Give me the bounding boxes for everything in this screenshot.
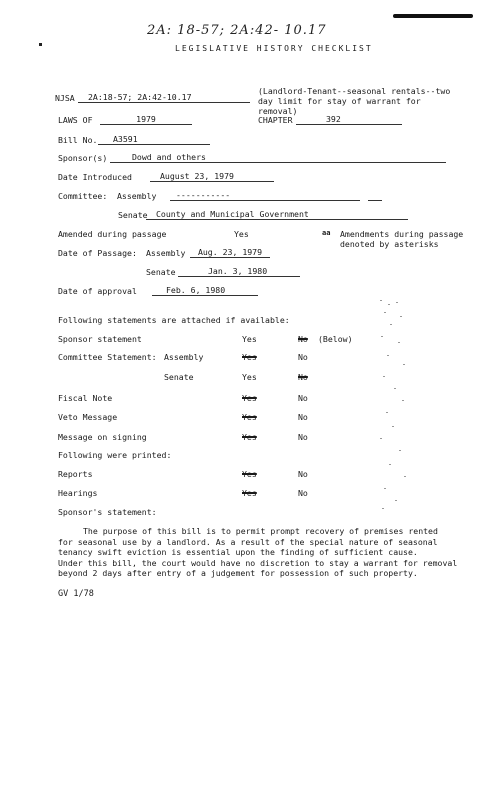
laws-of-value: 1979 — [100, 115, 192, 125]
statement-yes: Yes — [242, 432, 257, 442]
committee-assembly-label: Assembly — [117, 191, 157, 201]
chapter-value: 392 — [296, 115, 402, 125]
page-title: LEGISLATIVE HISTORY CHECKLIST — [175, 44, 373, 53]
statement-label: Committee Statement: — [58, 352, 157, 362]
margin-dot — [39, 43, 42, 46]
bill-value: A3591 — [98, 135, 210, 145]
statement-yes: Yes — [242, 334, 257, 344]
statement-sublabel: Senate — [164, 372, 194, 382]
statement-yes: Yes — [242, 352, 257, 362]
sponsor-statement-line: tenancy swift eviction is essential upon the finding of sufficient cause. — [58, 547, 418, 557]
bill-label: Bill No. — [58, 135, 98, 145]
passage-senate-label: Senate — [146, 267, 176, 277]
approval-value: Feb. 6, 1980 — [152, 286, 258, 296]
sponsor-statement-line: The purpose of this bill is to permit prompt recovery of premises rented — [83, 526, 438, 536]
sponsor-statement-line: beyond 2 days after entry of a judgement for possession of such property. — [58, 568, 418, 578]
committee-senate-value: County and Municipal Government — [146, 210, 408, 220]
statement-label: Message on signing — [58, 432, 147, 442]
statement-yes: Yes — [242, 393, 257, 403]
statement-no: No — [298, 352, 308, 362]
njsa-label: NJSA — [55, 93, 75, 103]
committee-underline-end — [368, 200, 382, 201]
statement-note: (Below) — [318, 334, 353, 344]
date-introduced-label: Date Introduced — [58, 172, 132, 182]
sponsor-label: Sponsor(s) — [58, 153, 108, 163]
sponsor-value: Dowd and others — [110, 153, 446, 163]
printed-label: Reports — [58, 469, 93, 479]
passage-assembly-label: Assembly — [146, 248, 186, 258]
printed-heading: Following were printed: — [58, 450, 172, 460]
njsa-value: 2A:18-57; 2A:42-10.17 — [78, 93, 250, 103]
amended-note: Amendments during passage denoted by asterisks — [340, 229, 464, 249]
scan-noise — [378, 298, 410, 513]
passage-label: Date of Passage: — [58, 248, 137, 258]
chapter-label: CHAPTER — [258, 115, 293, 125]
committee-assembly-value: ----------- — [170, 191, 360, 201]
statement-yes: Yes — [242, 412, 257, 422]
printed-label: Hearings — [58, 488, 98, 498]
sponsor-statement-body — [58, 526, 468, 579]
date-introduced-value: August 23, 1979 — [150, 172, 274, 182]
statement-no: No — [298, 393, 308, 403]
passage-assembly-value: Aug. 23, 1979 — [190, 248, 270, 258]
statement-no: No — [298, 432, 308, 442]
footer-initials: GV 1/78 — [58, 589, 94, 599]
amended-label: Amended during passage — [58, 229, 167, 239]
passage-senate-value: Jan. 3, 1980 — [178, 267, 300, 277]
printed-no: No — [298, 488, 308, 498]
statement-no: No — [298, 334, 308, 344]
subject-note — [258, 86, 463, 116]
committee-senate-label: Senate — [118, 210, 148, 220]
approval-label: Date of approval — [58, 286, 137, 296]
amended-marker: aa — [322, 229, 331, 237]
statement-no: No — [298, 372, 308, 382]
sponsor-statement-line: Under this bill, the court would have no discretion to stay a warrant for removal — [58, 557, 458, 568]
printed-yes: Yes — [242, 469, 257, 479]
statement-no: No — [298, 412, 308, 422]
statements-heading: Following statements are attached if available: — [58, 315, 290, 325]
sponsor-statement-line: for seasonal use by a landlord. As a result of the special nature of seasonal — [58, 536, 438, 547]
amended-value: Yes — [234, 229, 249, 239]
statement-label: Sponsor statement — [58, 334, 142, 344]
sponsor-statement-label: Sponsor's statement: — [58, 507, 157, 517]
subject-note-text: (Landlord-Tenant--seasonal rentals--two day limit for stay of warrant for removal) — [258, 86, 451, 116]
handwritten-statute-header: 2A: 18-57; 2A:42- 10.17 — [147, 23, 327, 38]
statement-sublabel: Assembly — [164, 352, 204, 362]
laws-of-label: LAWS OF — [58, 115, 93, 125]
printed-yes: Yes — [242, 488, 257, 498]
statement-label: Veto Message — [58, 412, 118, 422]
committee-label: Committee: — [58, 191, 108, 201]
printed-no: No — [298, 469, 308, 479]
statement-yes: Yes — [242, 372, 257, 382]
statement-label: Fiscal Note — [58, 393, 113, 403]
pen-mark — [393, 14, 473, 18]
